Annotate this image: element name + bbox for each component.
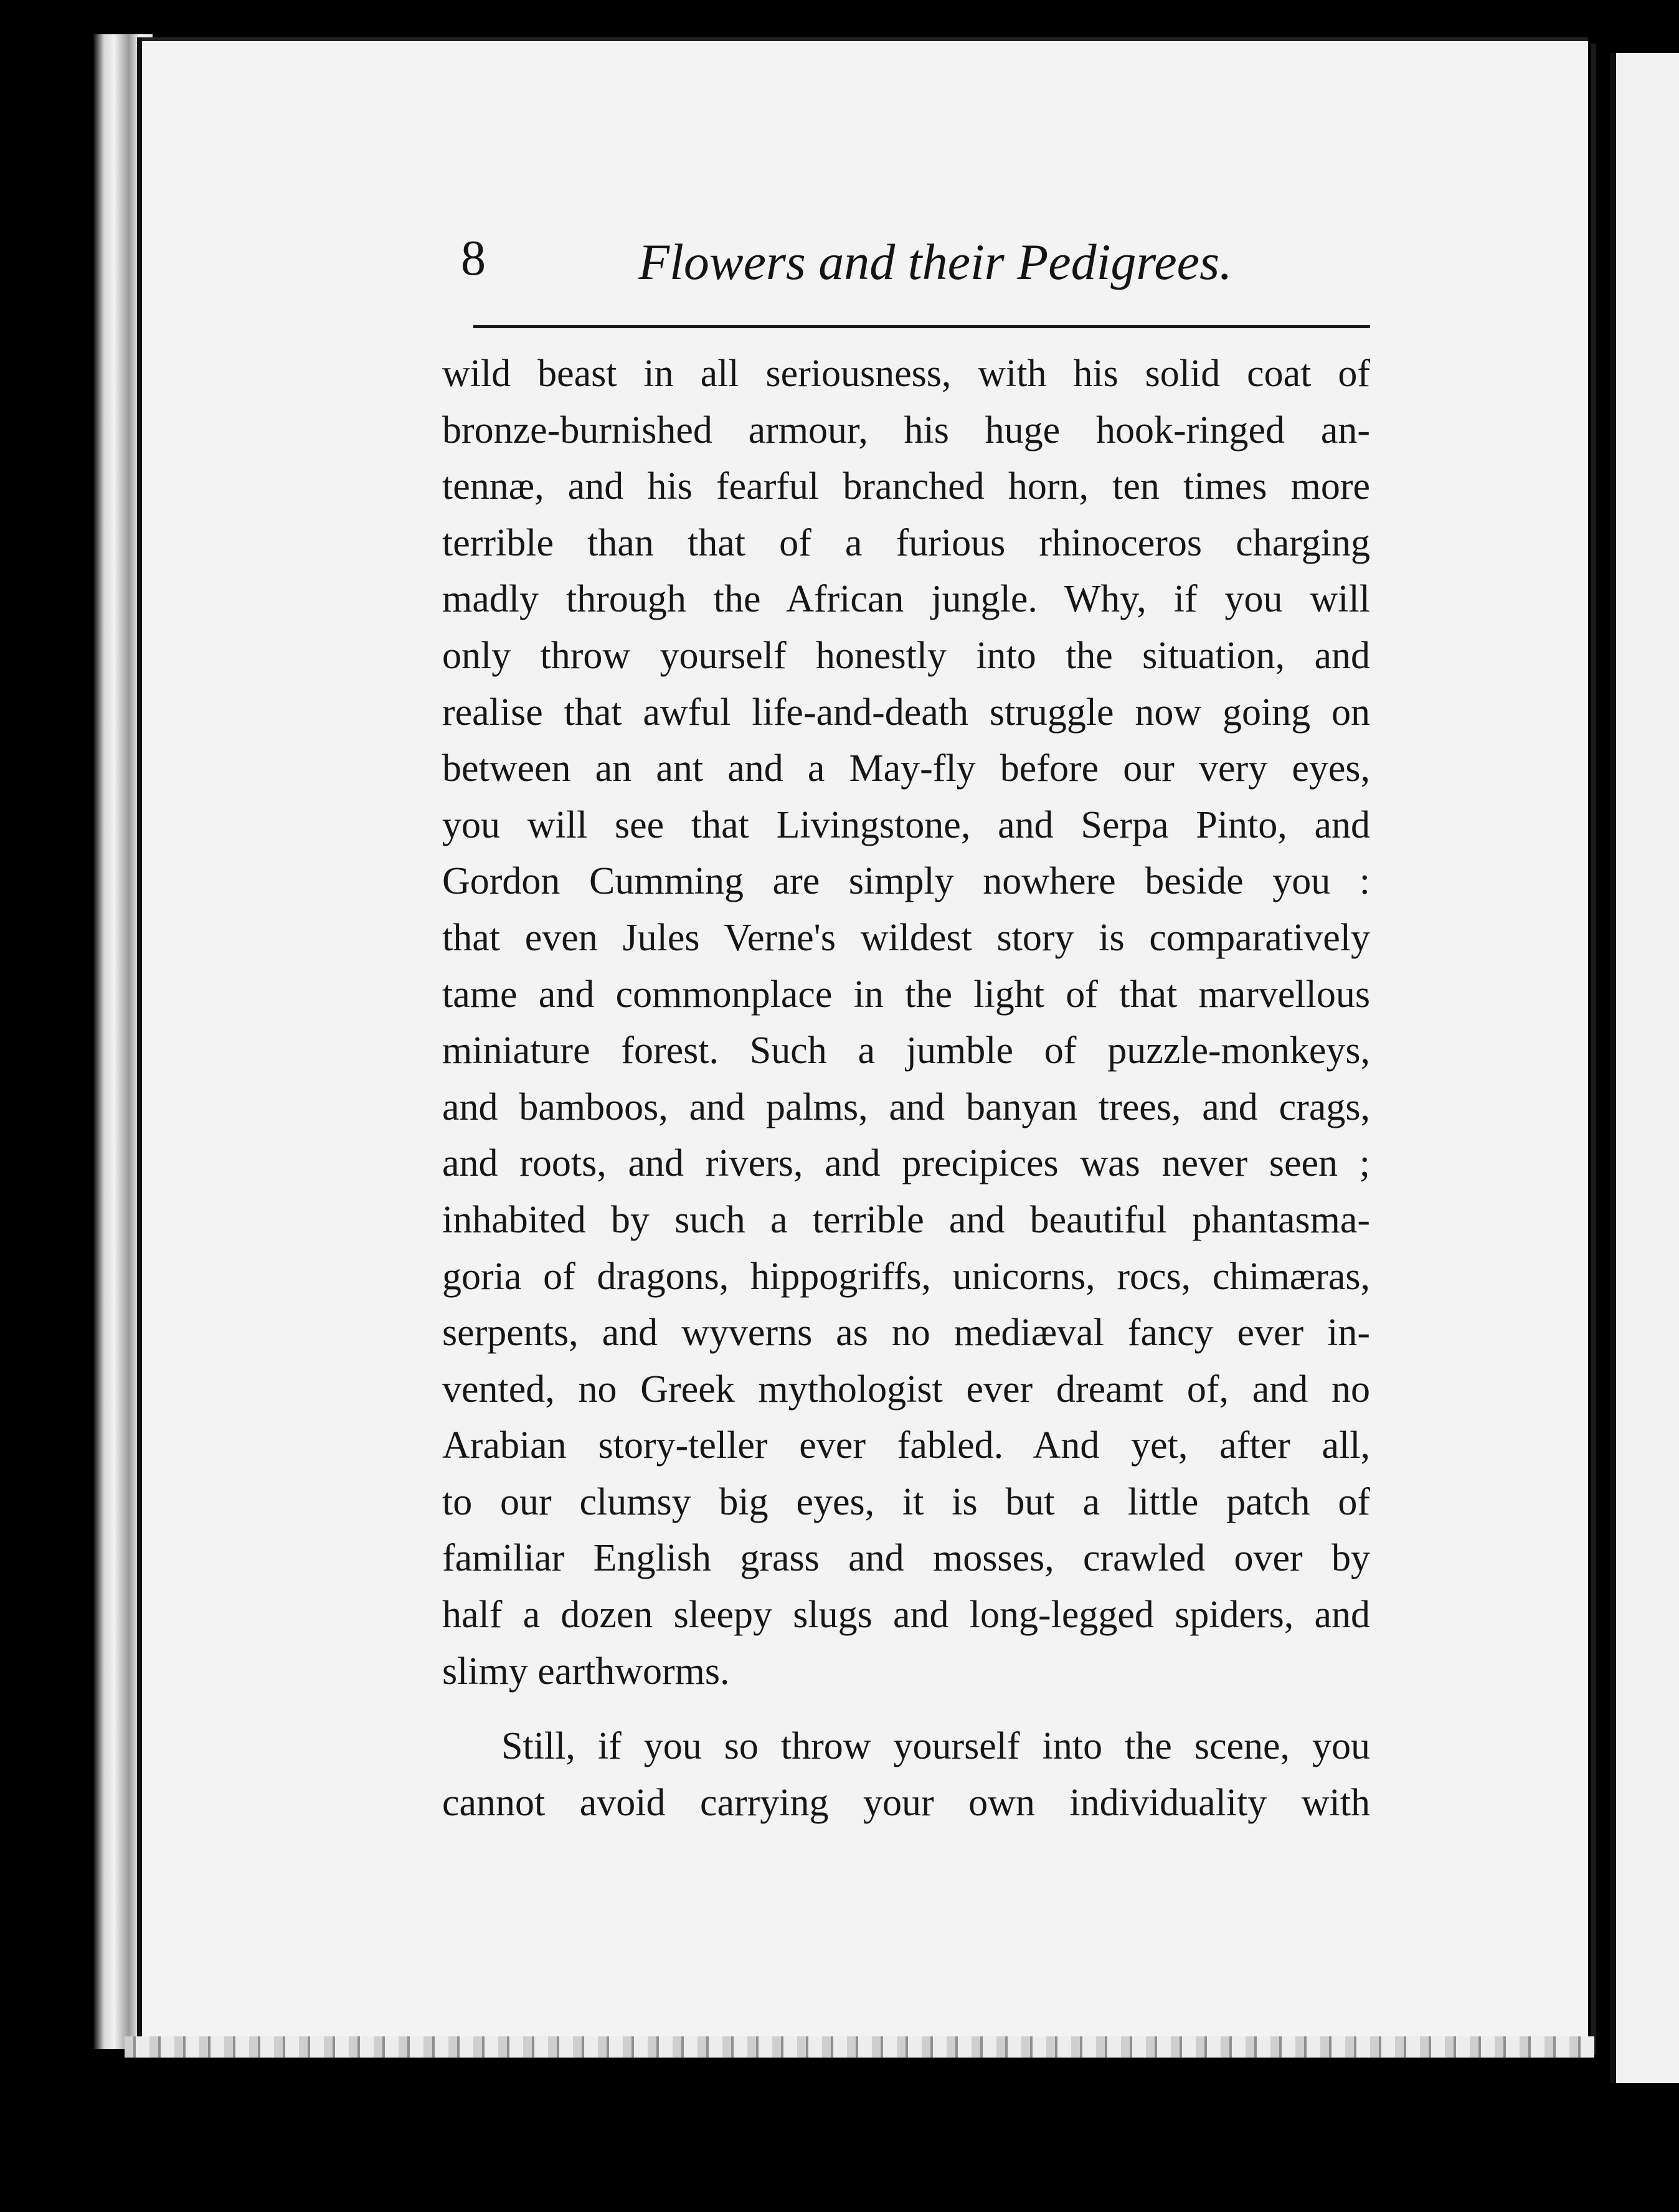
- text-line: to our clumsy big eyes, it is but a little patch of: [442, 1480, 1370, 1523]
- page-number: 8: [461, 231, 486, 286]
- text-line: vented, no Greek mythologist ever dreamt of, and no: [442, 1368, 1370, 1411]
- text-line: serpents, and wyverns as no mediæval fancy ever in-: [442, 1312, 1370, 1354]
- text-line: goria of dragons, hippogriffs, unicorns, rocs, chimæras,: [442, 1255, 1370, 1298]
- text-line: wild beast in all seriousness, with his solid coat of: [442, 352, 1370, 395]
- text-line: and roots, and rivers, and precipices was never seen ;: [442, 1142, 1370, 1185]
- header-rule: [473, 325, 1370, 328]
- text-line: between an ant and a May-fly before our very eyes,: [442, 747, 1370, 790]
- body-text: [442, 346, 1370, 1831]
- running-title: Flowers and their Pedigrees.: [638, 234, 1232, 290]
- page-bottom-edge: [125, 2036, 1594, 2058]
- text-line: familiar English grass and mosses, crawled over by: [442, 1537, 1370, 1580]
- text-line: inhabited by such a terrible and beautiful phantasma-: [442, 1198, 1370, 1241]
- text-line: tennæ, and his fearful branched horn, ten times more: [442, 465, 1370, 508]
- text-line: only throw yourself honestly into the situation, and: [442, 634, 1370, 677]
- paragraph: [442, 1718, 1370, 1831]
- text-line: realise that awful life-and-death struggle now going on: [442, 691, 1370, 734]
- text-line: tame and commonplace in the light of that marvellous: [442, 973, 1370, 1016]
- facing-page-edge: [1610, 53, 1679, 2083]
- gutter-line: [1591, 44, 1596, 2055]
- text-line: you will see that Livingstone, and Serpa Pinto, and: [442, 803, 1370, 846]
- text-line: and bamboos, and palms, and banyan trees, and crags,: [442, 1085, 1370, 1128]
- text-line: bronze-burnished armour, his huge hook-ringed an-: [442, 409, 1370, 451]
- text-line: Arabian story-teller ever fabled. And yet, after all,: [442, 1424, 1370, 1467]
- text-line: madly through the African jungle. Why, if you will: [442, 578, 1370, 621]
- text-line: Gordon Cumming are simply nowhere beside you :: [442, 860, 1370, 903]
- text-line: half a dozen sleepy slugs and long-legged spiders, and: [442, 1594, 1370, 1637]
- text-line: terrible than that of a furious rhinoceros charging: [442, 521, 1370, 564]
- text-line: miniature forest. Such a jumble of puzzle-monkeys,: [442, 1029, 1370, 1072]
- page-header: [461, 231, 1389, 308]
- text-line: cannot avoid carrying your own individuality with: [442, 1781, 1370, 1824]
- text-line: Still, if you so throw yourself into the scene, you: [501, 1725, 1370, 1768]
- text-line: that even Jules Verne's wildest story is comparatively: [442, 916, 1370, 959]
- paragraph: [442, 346, 1370, 1699]
- paragraph-gap: [442, 1699, 1370, 1718]
- text-line: slimy earthworms.: [442, 1650, 730, 1693]
